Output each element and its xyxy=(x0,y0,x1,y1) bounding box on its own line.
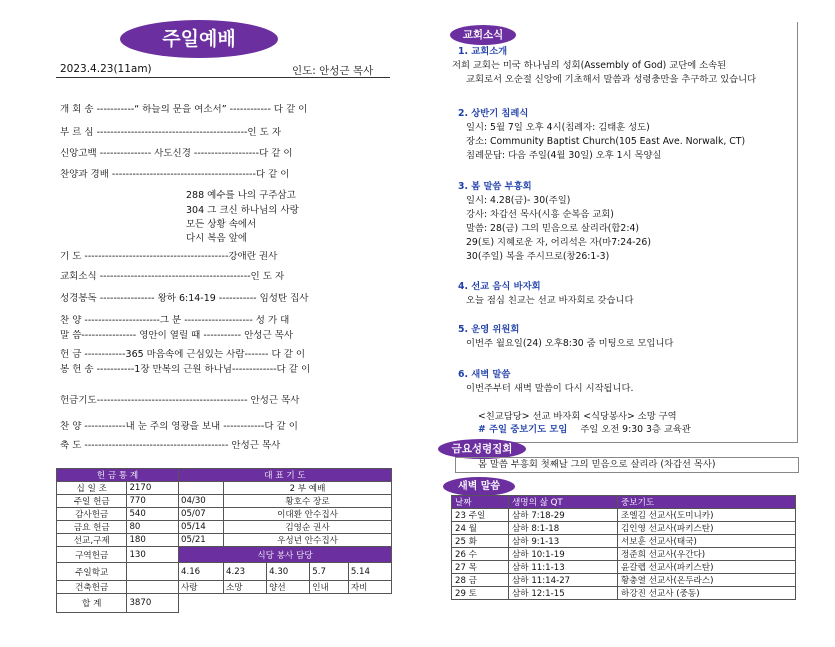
news-heading: 4. 선교 음식 바자회 xyxy=(458,281,541,292)
order-item: 찬양과 경배 ------------------------------------------다 같 이 xyxy=(60,169,290,180)
order-item: 헌금기도-------------------------------------------- 안성근 목사 xyxy=(60,395,300,406)
table-row: 십 일 조 2170 2 부 예배 xyxy=(57,482,392,495)
news-line: 장소: Community Baptist Church(105 East Ave. Norwalk, CT) xyxy=(466,136,746,147)
news-title-banner: 교회소식 xyxy=(450,25,516,45)
news-item xyxy=(458,281,541,293)
hymn-item: 다시 복음 앞에 xyxy=(186,233,248,244)
hymn-item: 304 그 크신 하나님의 사랑 xyxy=(186,205,299,216)
table-row: 금요 헌금 80 05/14 김영순 권사 xyxy=(57,521,392,534)
order-item: 찬 양 ------------내 눈 주의 영광을 보내 ------------다 같 이 xyxy=(60,421,298,432)
table-row: 25 화 삼하 9:1-13 서보훈 선교사(태국) xyxy=(452,535,796,548)
friday-title-banner: 금요성령집회 xyxy=(438,439,526,459)
order-item: 봉 헌 송 -----------1장 만복의 근원 하나님-------------다 같 이 xyxy=(60,364,311,375)
table-row: 28 금 삼하 11:14-27 황충열 선교사(온두라스) xyxy=(452,574,796,587)
hymn-item: 모든 상황 속에서 xyxy=(186,219,257,230)
news-line: 말씀: 28(금) 그의 믿음으로 살리라(합2:4) xyxy=(466,223,640,234)
prayer-meeting-time: 주일 오전 9:30 3층 교육관 xyxy=(580,424,691,435)
offering-stats-header: 헌 금 통 계 xyxy=(57,469,179,482)
order-item: 성경봉독 ---------------- 왕하 6:14-19 ----------- 임성탄 집사 xyxy=(60,293,309,304)
order-item: 찬 양 ----------------------그 분 -------------------- 성 가 대 xyxy=(60,315,290,326)
news-line: 30(주일) 복을 주시므로(창26:1-3) xyxy=(466,251,610,262)
order-item: 축 도 ------------------------------------------ 안성근 목사 xyxy=(60,440,281,451)
news-heading: 6. 새벽 말씀 xyxy=(458,369,511,380)
news-item xyxy=(458,108,528,120)
friday-line: 봄 말씀 부흥회 첫째날 그의 믿음으로 살리라 (차갑선 목사) xyxy=(478,459,716,470)
news-item xyxy=(458,369,510,381)
offering-table xyxy=(56,468,392,613)
news-heading: 3. 봄 말씀 부흥회 xyxy=(458,181,532,192)
order-item: 기 도 ------------------------------------------강애란 권사 xyxy=(60,251,278,262)
order-item: 헌 금 ------------365 마음속에 근심있는 사람------- 다 같 이 xyxy=(60,349,306,360)
table-row: 구역헌금 130 식당 봉사 담당 xyxy=(57,547,392,563)
table-row: 합 계 3870 xyxy=(57,594,392,613)
prayer-meeting-label: # 주일 중보기도 모임 xyxy=(478,424,568,435)
hymn-item: 288 예수를 나의 구주삼고 xyxy=(186,190,296,201)
table-row: 23 주일 삼하 7:18-29 조엘김 선교사(도미니카) xyxy=(452,509,796,522)
dawn-title-banner: 새벽 말씀 xyxy=(443,477,515,496)
order-item: 말 씀---------------- 영안이 열릴 때 ----------- 안성근 목사 xyxy=(60,330,293,341)
order-item: 신앙고백 --------------- 사도신경 -------------------다 같 이 xyxy=(60,148,293,159)
service-title: 주일예배 xyxy=(162,28,236,50)
news-heading: 5. 운영 위원회 xyxy=(458,324,520,335)
meal-service-header: 식당 봉사 담당 xyxy=(179,547,392,563)
news-line: 침례문답: 다음 주일(4월 30일) 오후 1시 목양실 xyxy=(466,150,662,161)
news-heading: 2. 상반기 침례식 xyxy=(458,108,529,119)
news-line: 교회로서 오순절 신앙에 기초해서 말씀과 성령충만을 추구하고 있습니다 xyxy=(466,74,757,85)
table-row: 감사헌금 540 05/07 이대환 안수집사 xyxy=(57,508,392,521)
table-row: 주일학교 4.16 4.23 4.30 5.7 5.14 xyxy=(57,563,392,581)
prayer-rep-header: 대 표 기 도 xyxy=(179,469,392,482)
news-line: 강사: 차갑선 목사(시흥 순복음 교회) xyxy=(466,209,614,220)
news-line: 일시: 4.28(금)- 30(주일) xyxy=(466,195,571,206)
news-heading: 1. 교회소개 xyxy=(458,46,508,57)
service-title-banner xyxy=(120,20,278,58)
header-rule xyxy=(56,77,390,78)
order-item: 교회소식 --------------------------------------------인 도 자 xyxy=(60,271,285,282)
volunteer-line: <친교담당> 선교 바자회 <식당봉사> 소망 구역 xyxy=(478,411,677,422)
news-line: 29(토) 지혜로운 자, 어리석은 자(마7:24-26) xyxy=(466,237,651,248)
table-row: 27 목 삼하 11:1-13 윤갈렙 선교사(파키스탄) xyxy=(452,561,796,574)
table-row: 29 토 삼하 12:1-15 하강진 선교사 (중동) xyxy=(452,587,796,600)
order-item: 부 르 심 --------------------------------------------인 도 자 xyxy=(60,127,281,138)
service-date: 2023.4.23(11am) xyxy=(60,63,152,75)
news-item xyxy=(458,46,507,58)
news-line: 이번주 월요일(24) 오후8:30 줌 미팅으로 모입니다 xyxy=(466,338,674,349)
news-line: 일시: 5월 7일 오후 4시(침례자: 김태훈 성도) xyxy=(466,122,650,133)
news-item xyxy=(458,181,532,193)
table-row: 주일 헌금 770 04/30 황호수 장로 xyxy=(57,495,392,508)
table-row: 건축헌금 사랑 소망 양선 인내 자비 xyxy=(57,581,392,594)
prayer-meeting-line xyxy=(478,424,691,436)
table-row: 선교,구제 180 05/21 우성년 안수집사 xyxy=(57,534,392,547)
table-row: 24 월 삼하 8:1-18 김인영 선교사(파키스탄) xyxy=(452,522,796,535)
news-item xyxy=(458,324,519,336)
order-item: 개 회 송 -----------“ 하늘의 문을 여소서” ------------ 다 같 이 xyxy=(60,104,308,115)
table-row: 26 수 삼하 10:1-19 정준희 선교사(우간다) xyxy=(452,548,796,561)
dawn-table: 날짜 생명의 삶 QT 중보기도 23 주일 삼하 7:18-29 조엘김 선교사(도미니카) 24 월 삼하 8:1-18 김인영 선교사(파키스탄) 25 화 삼하 9:1-13 서보훈 선교사(태국) 26 수 삼하 10:1-19 정준희 선교사(우간다) 27 목 삼하 11:1-13 윤갈렙 선교사(파키스탄) 28 금 삼하 11:14-27 황충열 선교사(온두라스) 29 토 삼하 12:1-15 하강진 선교사 (중동) xyxy=(451,495,796,600)
news-line: 저희 교회는 미국 하나님의 성회(Assembly of God) 교단에 소속된 xyxy=(452,60,727,71)
service-leader: 인도: 안성근 목사 xyxy=(292,65,374,77)
news-line: 이번주부터 새벽 말씀이 다시 시작됩니다. xyxy=(466,383,634,394)
news-line: 오늘 점심 친교는 선교 바자회로 갖습니다 xyxy=(466,295,634,306)
